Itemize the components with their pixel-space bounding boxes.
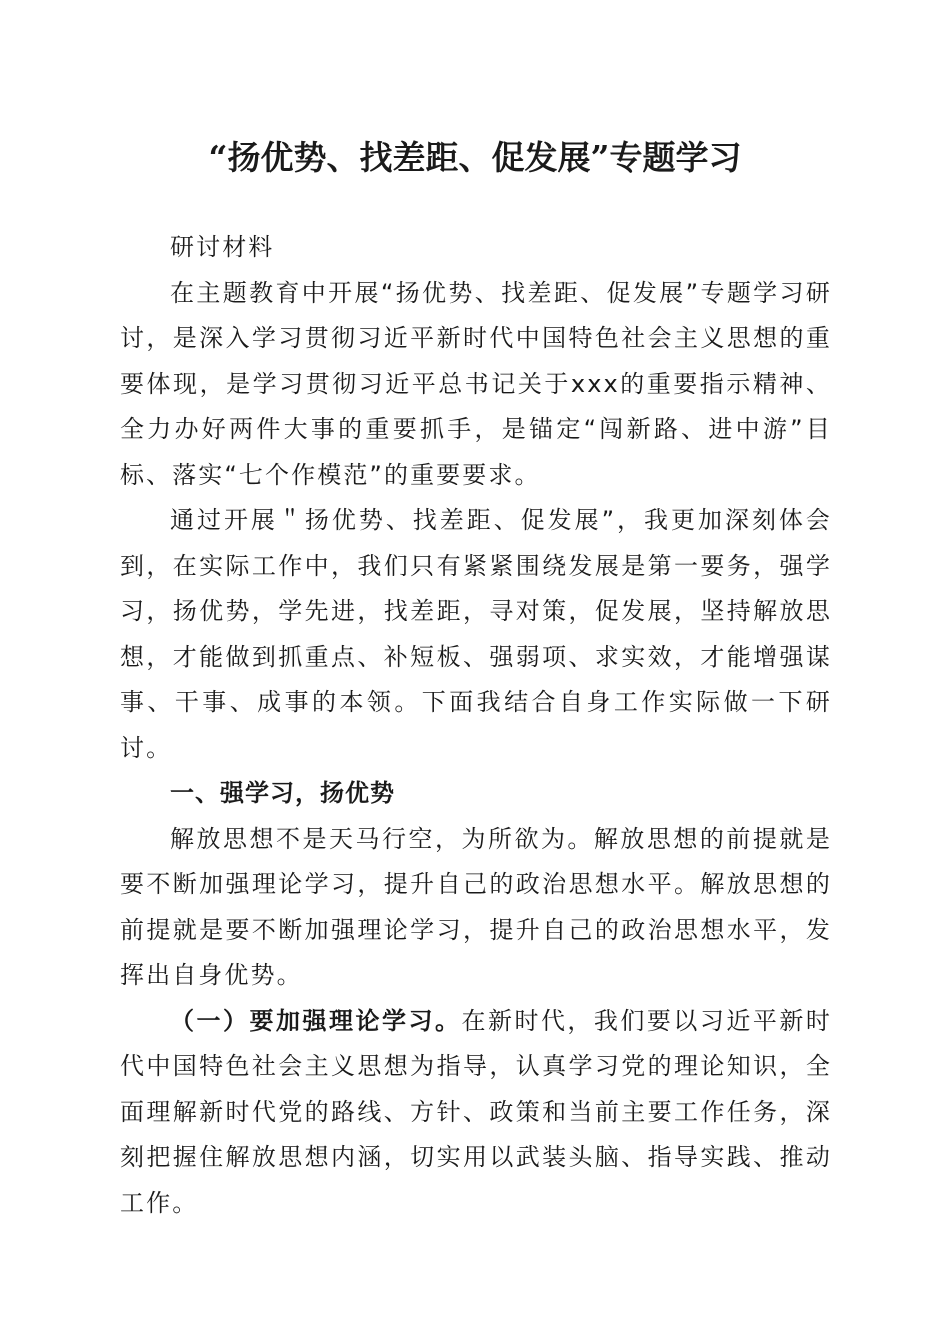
paragraph-experience: 通过开展＂扬优势、找差距、促发展”，我更加深刻体会到，在实际工作中，我们只有紧紧围绕发展是第一要务，强学习，扬优势，学先进，找差距，寻对策，促发展，坚持解放思想，才能做到抓重点、补短板、强弱项、求实效，才能增强谋事、干事、成事的本领。下面我结合自身工作实际做一下研讨。	[120, 506, 832, 762]
subsection-heading-1: （一）要加强理论学习。	[170, 1006, 462, 1035]
document-subtitle: 研讨材料	[170, 233, 275, 261]
document-body	[120, 225, 832, 1226]
paragraph-intro: 在主题教育中开展“扬优势、找差距、促发展”专题学习研讨，是深入学习贯彻习近平新时代中国特色社会主义思想的重要体现，是学习贯彻习近平总书记关于xxx的重要指示精神、全力办好两件大事的重要抓手，是锚定“闯新路、进中游”目标、落实“七个作模范”的重要要求。	[120, 278, 832, 489]
paragraph-theory-study	[120, 999, 832, 1227]
section-heading-1: 一、强学习，扬优势	[170, 779, 395, 807]
subsection-text-1: 在新时代，我们要以习近平新时代中国特色社会主义思想为指导，认真学习党的理论知识，全面理解新时代党的路线、方针、政策和当前主要工作任务，深刻把握住解放思想内涵，切实用以武装头脑、指导实践、推动工作。	[120, 1006, 832, 1217]
paragraph-liberate-thinking: 解放思想不是天马行空，为所欲为。解放思想的前提就是要不断加强理论学习，提升自己的政治思想水平。解放思想的前提就是要不断加强理论学习，提升自己的政治思想水平，发挥出自身优势。	[120, 824, 832, 989]
document-title: “扬优势、找差距、促发展”专题学习	[208, 138, 742, 177]
